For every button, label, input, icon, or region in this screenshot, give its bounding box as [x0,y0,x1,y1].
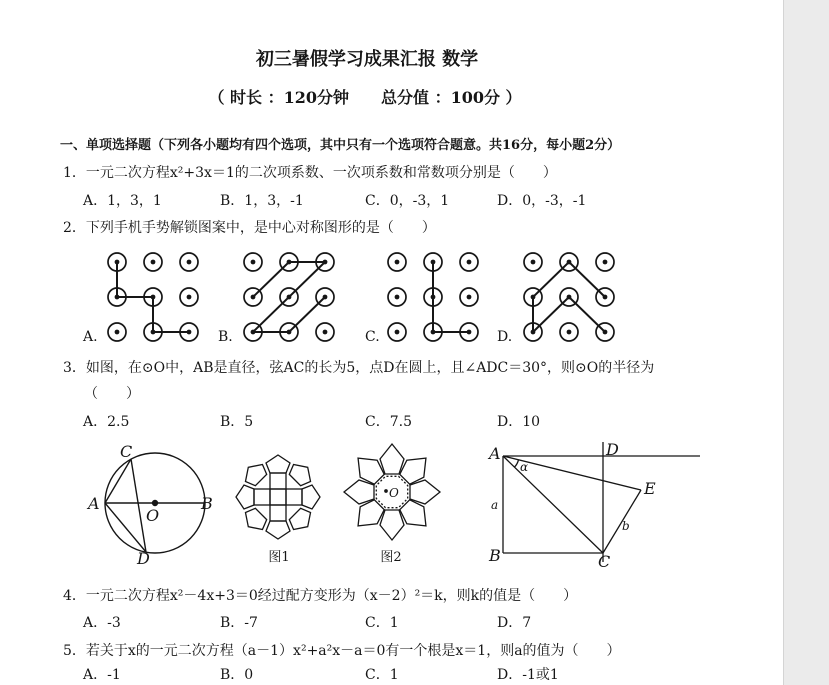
circle-label-o: O [146,506,160,525]
question-3-option-d: D．10 [497,414,541,430]
unlock-a-dot-center [187,295,192,300]
unlock-b-dot-center [251,295,256,300]
unlock-a-dot-center [187,330,192,335]
question-5-option-a: A．-1 [83,667,121,683]
fig2-pentagon [344,480,374,504]
fig2-pentagon [350,496,388,534]
unlock-a-dot-center [151,260,156,265]
fig2-pentagon [410,480,440,504]
unlock-pattern-grids [108,253,614,341]
segment-ac [503,456,603,553]
fig1-pentagon [302,485,320,509]
unlock-d-dot-center [603,330,608,335]
question-5-stem: 5．若关于x的一元二次方程（a－1）x²+a²x－a＝0有一个根是x＝1，则a的值为（ ） [63,643,621,659]
question-4-option-c: C．1 [365,615,399,631]
fig1-pentagon [236,485,254,509]
question-2-option-d: D. [497,329,513,345]
unlock-b-dot-center [251,330,256,335]
unlock-d-dot-center [567,260,572,265]
unlock-d-dot-center [567,330,572,335]
circle-figure [105,453,205,553]
unlock-a-dot-center [115,330,120,335]
figure-1-caption: 图1 [268,550,290,565]
unlock-a-dot-center [151,330,156,335]
exam-subtitle: （ 时长 ：120分钟 总分值 ：100分 ） [208,88,522,107]
unlock-c-dot-center [431,330,436,335]
question-2-option-a: A. [83,329,98,345]
question-1-stem: 1．一元二次方程x²+3x＝1的二次项系数、一次项系数和常数项分别是（ ） [63,165,557,181]
fig2-pentagon [396,496,434,534]
question-5-option-c: C．1 [365,667,399,683]
fig2-center-point [385,490,387,492]
exam-title: 初三暑假学习成果汇报 数学 [255,49,479,70]
section-heading: 一、单项选择题（下列各小题均有四个选项，其中只有一个选项符合题意。共16分，每小题2分） [60,138,621,153]
question-2-stem: 2．下列手机手势解锁图案中，是中心对称图形的是（ ） [63,220,436,236]
unlock-c-dot-center [467,260,472,265]
figure-2-center-label: O [389,486,399,500]
fig1-center-square [270,489,286,505]
fig1-pentagon [286,505,316,535]
unlock-b-dot-center [287,330,292,335]
question-3-stem: 3．如图，在⊙O中，AB是直径，弦AC的长为5，点D在圆上，且∠ADC＝30°，则⊙O的半径为 [63,360,655,376]
figure-1-pattern [236,455,320,539]
fig2-pentagon [380,510,404,540]
unlock-c-dot-center [467,330,472,335]
unlock-c-dot-center [431,260,436,265]
fig1-pentagon [266,521,290,539]
unlock-a-dot-center [115,260,120,265]
question-1-option-d: D．0，-3，-1 [497,193,587,209]
rect-label-alpha: α [520,460,529,474]
question-3-stem-continued: （ ） [84,386,140,402]
unlock-d-dot-center [531,295,536,300]
question-2-option-c: C. [365,329,380,345]
question-4-option-a: A．-3 [83,615,121,631]
circle-label-b: B [201,494,213,513]
unlock-c-dot-center [431,295,436,300]
unlock-a-dot-center [115,295,120,300]
question-1-option-c: C．0，-3，1 [365,193,450,209]
rect-label-d: D [606,440,619,459]
fig1-pentagon [240,505,270,535]
fig1-square-left [254,489,270,505]
question-4-option-b: B．-7 [220,615,258,631]
question-2-option-b: B. [218,329,233,345]
unlock-b-dot-center [323,295,328,300]
unlock-b-dot-center [287,260,292,265]
figure-2-caption: 图2 [380,550,402,565]
rect-label-a-side: a [491,498,499,512]
circle-label-c: C [120,442,133,461]
chord-cd [131,459,146,552]
rect-label-b-side: b [622,519,630,533]
unlock-c-dot-center [395,260,400,265]
unlock-d-dot-center [531,330,536,335]
fig2-pentagon [350,450,388,488]
unlock-c-dot-center [395,330,400,335]
question-3-option-c: C．7.5 [365,414,412,430]
unlock-c-dot-center [395,295,400,300]
chord-ac [105,459,131,503]
circle-label-d: D [137,549,150,568]
fig1-pentagon [266,455,290,473]
question-1-option-a: A．1，3，1 [83,193,162,209]
unlock-c-dot-center [467,295,472,300]
rectangle-figure [503,442,700,562]
question-3-option-b: B．5 [220,414,254,430]
unlock-b-dot-center [251,260,256,265]
rect-label-c: C [598,552,611,571]
rect-label-a: A [489,444,501,463]
unlock-b-dot-center [287,295,292,300]
question-4-option-d: D．7 [497,615,532,631]
question-1-option-b: B．1，3，-1 [220,193,304,209]
unlock-d-dot-center [603,260,608,265]
fig2-pentagon [396,450,434,488]
center-point-o [153,501,158,506]
fig2-pentagon [380,444,404,474]
unlock-d-dot-center [603,295,608,300]
unlock-b-dot-center [323,330,328,335]
unlock-b-dot-center [323,260,328,265]
unlock-a-dot-center [151,295,156,300]
question-5-option-b: B．0 [220,667,254,683]
unlock-d-dot-center [531,260,536,265]
circle-label-a: A [88,494,100,513]
unlock-pattern-c-path [433,262,469,332]
fig1-square-top [270,473,286,489]
question-4-stem: 4．一元二次方程x²－4x+3＝0经过配方变形为（x－2）²＝k，则k的值是（ ） [63,588,578,604]
rect-label-e: E [644,479,656,498]
question-5-option-d: D．-1或1 [497,667,559,683]
fig1-square-right [286,489,302,505]
viewer-scrollbar-gutter[interactable] [783,0,829,685]
fig1-square-bottom [270,505,286,521]
question-3-option-a: A．2.5 [83,414,130,430]
rect-label-b: B [489,546,501,565]
fig1-pentagon [240,459,270,489]
fig1-pentagon [286,459,316,489]
angle-alpha-arc [515,460,519,467]
unlock-a-dot-center [187,260,192,265]
unlock-d-dot-center [567,295,572,300]
